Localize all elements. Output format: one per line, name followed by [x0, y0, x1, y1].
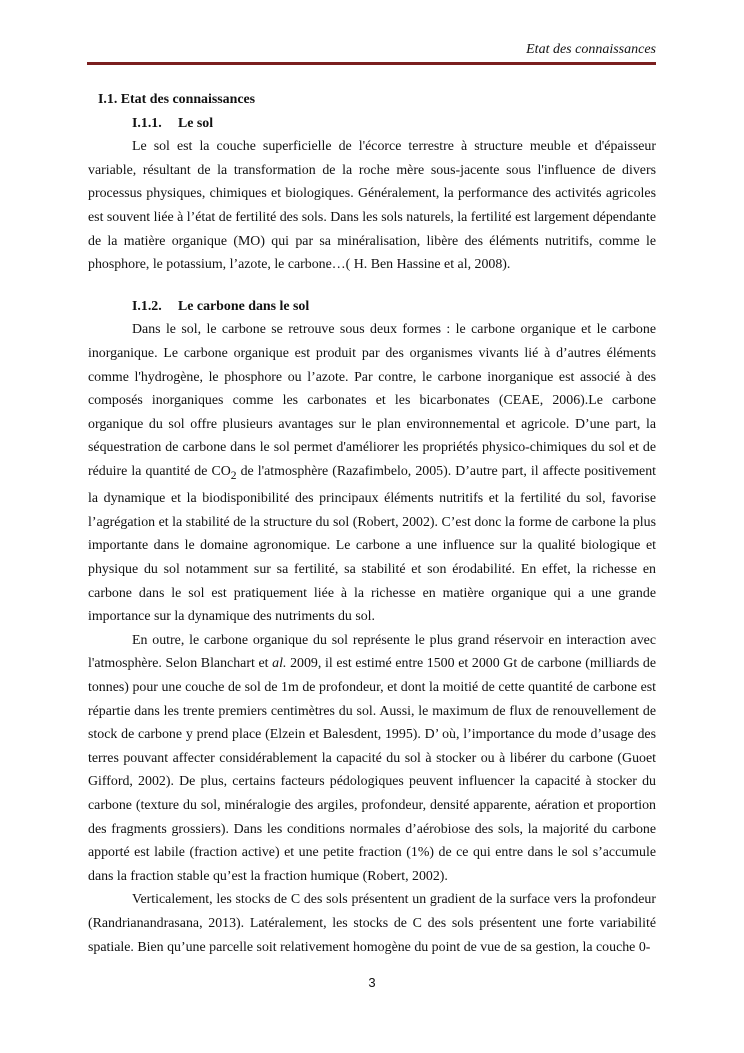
co2-subscript: 2: [230, 468, 237, 482]
header-rule: [87, 62, 656, 65]
page-number: 3: [368, 975, 376, 990]
section-number: I.1.: [98, 92, 118, 107]
paragraph-2: [88, 318, 656, 629]
subsection-heading-1: [132, 112, 656, 136]
paragraph-3-text-a: En outre, le carbone organique du sol représente le plus grand réservoir en interaction avec l'atmosphère. Selon Blanchart et: [88, 632, 656, 672]
subsection-title: Le sol: [178, 115, 214, 131]
subsection-number: I.1.1.: [132, 115, 162, 131]
paragraph-2-text-b: de l'atmosphère (Razafimbelo, 2005). D’autre part, il affecte positivement la dynamique et la biodisponibilité des principaux éléments nutritifs et la fertilité du sol, favorise l’agrégation et la stabilité de la structure du sol (Robert, 2002). C’est donc la forme de carbone la plus importante dans le domaine agronomique. Le carbone a une influence sur la qualité biologique et physique du sol notamment sur sa fertilité, sa stabilité et son érodabilité. En effet, la richesse en carbone dans le sol est pratiquement liée à la richesse en matière organique qui a une grande importance sur la dynamique des nutriments du sol.: [88, 463, 656, 625]
page-body: [88, 88, 656, 959]
spacer: [88, 277, 656, 295]
paragraph-1: Le sol est la couche superficielle de l'écorce terrestre à structure meuble et d'épaisseur variable, résultant de la transformation de la roche mère sous-jacente sous l'influence de divers processus physiques, chimiques et biologiques. Généralement, la performance des activités agricoles est souvent liée à l’état de fertilité des sols. Dans les sols naturels, la fertilité est largement dépendante de la matière organique (MO) qui par sa minéralisation, libère des éléments nutritifs, comme le phosphore, le potassium, l’azote, le carbone…( H. Ben Hassine et al, 2008).: [88, 139, 656, 273]
paragraph-4: Verticalement, les stocks de C des sols présentent un gradient de la surface vers la profondeur (Randrianandrasana, 2013). Latéralement, les stocks de C des sols présentent une forte variabilité spatiale. Bien qu’une parcelle soit relativement homogène du point de vue de sa gestion, la couche 0-: [88, 892, 656, 955]
section-heading: [98, 88, 656, 112]
subsection-number: I.1.2.: [132, 298, 162, 314]
subsection-title: Le carbone dans le sol: [178, 298, 310, 314]
paragraph-3-text-b: 2009, il est estimé entre 1500 et 2000 Gt de carbone (milliards de tonnes) pour une couche de sol de 1m de profondeur, et dont la moitié de cette quantité de carbone est répartie dans les trente premiers centimètres du sol. Aussi, le maximum de flux de renouvellement de stock de carbone y prend place (Elzein et Balesdent, 1995). D’ où, l’importance du mode d’usage des terres pouvant affecter considérablement la capacité du sol à stocker ou à libérer du carbone (Guoet Gifford, 2002). De plus, certains facteurs pédologiques peuvent influencer la capacité à stocker du carbone (texture du sol, minéralogie des argiles, profondeur, densité apparente, aération et proportion des fragments grossiers). Dans les conditions normales d’aérobiose des sols, la majorité du carbone apporté est labile (fraction active) et une petite fraction (1%) de ce qui entre dans le sol s’accumule dans la fraction stable qu’est la fraction humique (Robert, 2002).: [88, 656, 656, 884]
paragraph-2-text-a: Dans le sol, le carbone se retrouve sous deux formes : le carbone organique et le carbone inorganique. Le carbone organique est produit par des organismes vivants lié à d’autres éléments comme l'hydrogène, le phosphore ou l’azote. Par contre, le carbone inorganique est associé à des composés inorganiques comme les carbonates et les bicarbonates (CEAE, 2006).Le carbone organique du sol offre plusieurs avantages sur le plan environnemental et agricole. D’une part, la séquestration de carbone dans le sol permet d'améliorer les propriétés physico-chimiques du sol et de réduire la quantité de CO: [88, 322, 656, 479]
section-title: Etat des connaissances: [120, 92, 256, 107]
subsection-heading-2: [132, 295, 656, 319]
etal-italic: al.: [272, 656, 287, 672]
running-header: Etat des connaissances: [526, 42, 656, 57]
paragraph-3: [88, 629, 656, 889]
